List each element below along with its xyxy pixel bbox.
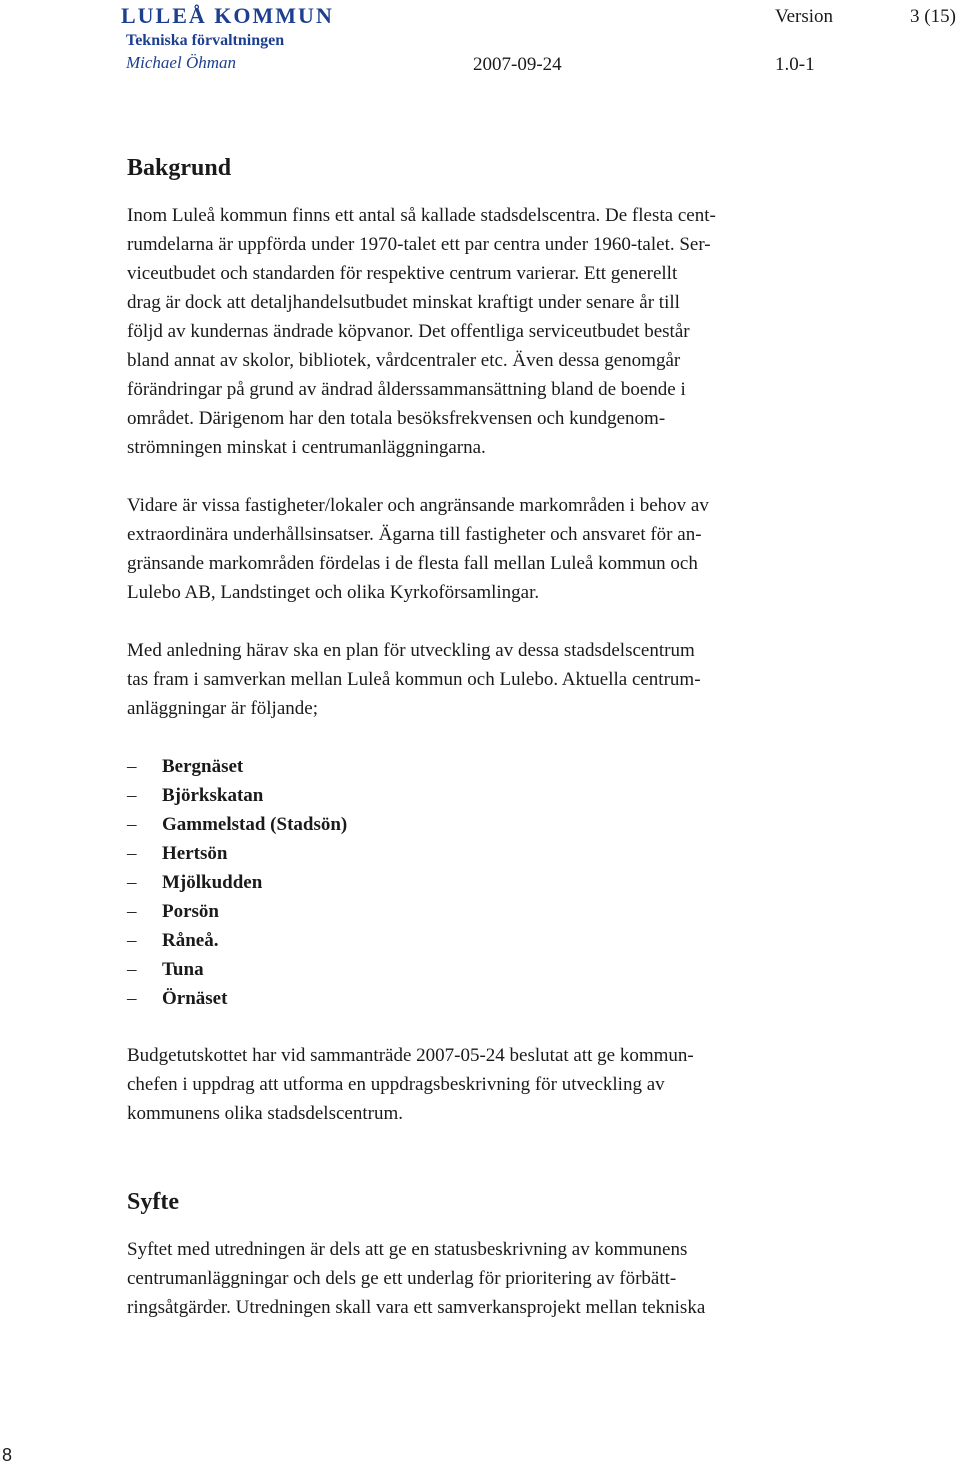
list-item-label: Råneå. — [162, 930, 219, 951]
list-dash: – — [127, 959, 137, 980]
text-line: bland annat av skolor, bibliotek, vårdcentraler etc. Även dessa genomgår — [127, 350, 681, 371]
page-number: 3 (15) — [910, 6, 956, 27]
text-line: centrumanläggningar och dels ge ett underlag för prioritering av förbätt- — [127, 1268, 677, 1289]
list-item — [127, 752, 347, 781]
text-line: drag är dock att detaljhandelsutbudet minskat kraftigt under senare år till — [127, 292, 680, 313]
list-dash: – — [127, 872, 137, 893]
centrum-list — [127, 752, 347, 1013]
document-date: 2007-09-24 — [473, 54, 562, 75]
paragraph-bakgrund-3 — [127, 636, 701, 723]
text-line: Med anledning härav ska en plan för utveckling av dessa stadsdelscentrum — [127, 640, 695, 661]
list-item — [127, 868, 347, 897]
list-item — [127, 839, 347, 868]
list-item-label: Hertsön — [162, 843, 228, 864]
list-item-label: Porsön — [162, 901, 219, 922]
version-label: Version — [775, 6, 834, 27]
list-dash: – — [127, 988, 137, 1009]
department-name: Tekniska förvaltningen — [126, 32, 285, 49]
paragraph-bakgrund-4 — [127, 1041, 694, 1128]
list-dash: – — [127, 930, 137, 951]
side-page-number: 8 — [2, 1445, 13, 1465]
text-line: förändringar på grund av ändrad ålderssammansättning bland de boende i — [127, 379, 686, 400]
list-dash: – — [127, 756, 137, 777]
list-item — [127, 955, 347, 984]
version-number: 1.0-1 — [775, 54, 815, 75]
paragraph-bakgrund-2 — [127, 491, 709, 607]
list-item — [127, 897, 347, 926]
list-item — [127, 984, 347, 1013]
text-line: tas fram i samverkan mellan Luleå kommun och Lulebo. Aktuella centrum- — [127, 669, 701, 690]
author-name: Michael Öhman — [126, 53, 237, 72]
text-line: följd av kundernas ändrade köpvanor. Det offentliga serviceutbudet består — [127, 321, 690, 342]
list-item-label: Björkskatan — [162, 785, 264, 806]
text-line: Budgetutskottet har vid sammanträde 2007-05-24 beslutat att ge kommun- — [127, 1045, 694, 1066]
text-line: ringsåtgärder. Utredningen skall vara ett samverkansprojekt mellan tekniska — [127, 1297, 706, 1318]
text-line: chefen i uppdrag att utforma en uppdragsbeskrivning för utveckling av — [127, 1074, 665, 1095]
text-line: kommunens olika stadsdelscentrum. — [127, 1103, 403, 1124]
list-dash: – — [127, 785, 137, 806]
list-item-label: Mjölkudden — [162, 872, 263, 893]
text-line: anläggningar är följande; — [127, 698, 318, 719]
text-line: gränsande markområden fördelas i de flesta fall mellan Luleå kommun och — [127, 553, 698, 574]
text-line: Inom Luleå kommun finns ett antal så kallade stadsdelscentra. De flesta cent- — [127, 205, 716, 226]
list-dash: – — [127, 901, 137, 922]
list-item — [127, 781, 347, 810]
text-line: extraordinära underhållsinsatser. Ägarna till fastigheter och ansvaret för an- — [127, 524, 702, 545]
text-line: viceutbudet och standarden för respektive centrum varierar. Ett generellt — [127, 263, 678, 284]
text-line: området. Därigenom har den totala besöksfrekvensen och kundgenom- — [127, 408, 666, 429]
text-line: rumdelarna är uppförda under 1970-talet ett par centra under 1960-talet. Ser- — [127, 234, 711, 255]
list-dash: – — [127, 843, 137, 864]
list-item — [127, 926, 347, 955]
section-heading-syfte: Syfte — [127, 1189, 179, 1215]
list-item — [127, 810, 347, 839]
text-line: Lulebo AB, Landstinget och olika Kyrkoförsamlingar. — [127, 582, 540, 603]
text-line: Syftet med utredningen är dels att ge en statusbeskrivning av kommunens — [127, 1239, 688, 1260]
list-item-label: Gammelstad (Stadsön) — [162, 814, 348, 835]
list-item-label: Örnäset — [162, 988, 228, 1009]
list-item-label: Tuna — [162, 959, 204, 980]
text-line: Vidare är vissa fastigheter/lokaler och angränsande markområden i behov av — [127, 495, 709, 516]
paragraph-syfte-1 — [127, 1235, 705, 1322]
organization-name: LULEÅ KOMMUN — [121, 3, 334, 28]
list-item-label: Bergnäset — [162, 756, 244, 777]
list-dash: – — [127, 814, 137, 835]
section-heading-bakgrund: Bakgrund — [127, 155, 232, 181]
paragraph-bakgrund-1 — [127, 201, 716, 462]
text-line: strömningen minskat i centrumanläggningarna. — [127, 437, 486, 458]
